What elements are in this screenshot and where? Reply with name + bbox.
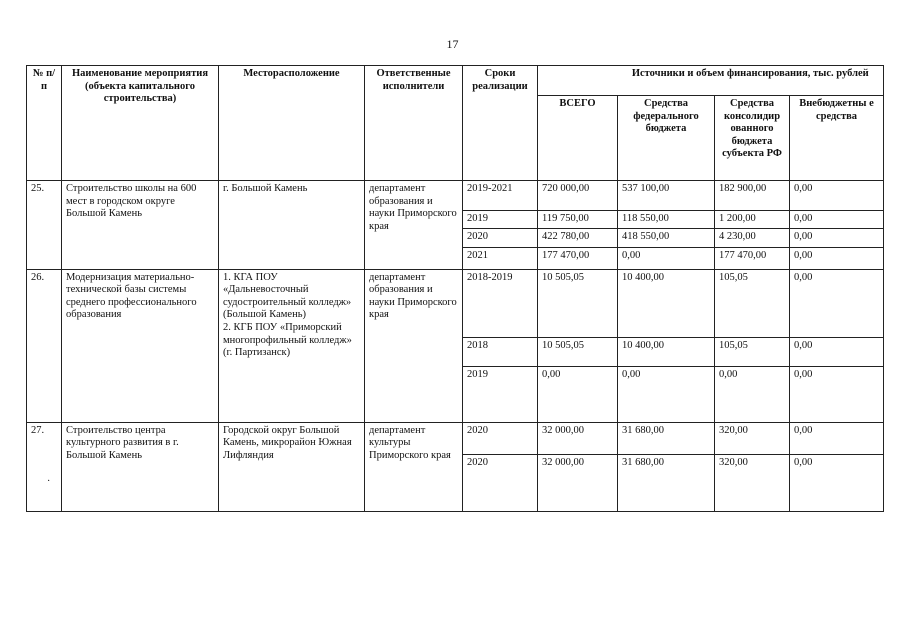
federal-cell: 31 680,00 (618, 454, 715, 511)
scan-dot: · (47, 476, 51, 487)
col-header-name: Наименование мероприятия (объекта капитального строительства) (62, 66, 219, 181)
project-number: 26. (27, 269, 62, 422)
table-row (27, 422, 884, 454)
project-responsible: департамент образования и науки Приморского края (365, 269, 463, 422)
table-row (27, 269, 884, 337)
total-cell: 422 780,00 (538, 228, 618, 247)
federal-cell: 0,00 (618, 247, 715, 269)
extra-cell: 0,00 (790, 269, 884, 337)
federal-cell: 118 550,00 (618, 211, 715, 229)
regional-cell: 0,00 (715, 366, 790, 422)
period-cell: 2020 (463, 228, 538, 247)
project-location-item: 1. КГА ПОУ «Дальневосточный судостроительный колледж» (Большой Камень) (223, 271, 352, 321)
col-header-sources-spacer (538, 66, 618, 96)
extra-cell: 0,00 (790, 454, 884, 511)
total-cell: 119 750,00 (538, 211, 618, 229)
total-cell: 32 000,00 (538, 454, 618, 511)
col-header-federal: Средства федерального бюджета (618, 96, 715, 181)
col-header-total: ВСЕГО (538, 96, 618, 181)
federal-cell: 0,00 (618, 366, 715, 422)
project-location-item: 2. КГБ ПОУ «Приморский многопрофильный колледж» (г. Партизанск) (223, 321, 352, 359)
project-number: 25. (27, 181, 62, 270)
period-cell: 2019 (463, 366, 538, 422)
project-location: г. Большой Камень (219, 181, 365, 270)
period-cell: 2019 (463, 211, 538, 229)
total-cell: 177 470,00 (538, 247, 618, 269)
extra-cell: 0,00 (790, 366, 884, 422)
header-row (27, 66, 884, 96)
project-location: Городской округ Большой Камень, микрорайон Южная Лифляндия (219, 422, 365, 511)
regional-cell: 320,00 (715, 454, 790, 511)
regional-cell: 182 900,00 (715, 181, 790, 211)
regional-cell: 320,00 (715, 422, 790, 454)
extra-cell: 0,00 (790, 228, 884, 247)
col-header-responsible: Ответственные исполнители (365, 66, 463, 181)
regional-cell: 1 200,00 (715, 211, 790, 229)
project-location (219, 269, 365, 422)
period-cell: 2018 (463, 337, 538, 366)
federal-cell: 31 680,00 (618, 422, 715, 454)
period-cell: 2021 (463, 247, 538, 269)
federal-cell: 10 400,00 (618, 337, 715, 366)
col-header-location: Месторасположение (219, 66, 365, 181)
federal-cell: 418 550,00 (618, 228, 715, 247)
project-name: Строительство центра культурного развития в г. Большой Камень (62, 422, 219, 511)
col-header-num: № п/п (27, 66, 62, 181)
col-header-sources: Источники и объем финансирования, тыс. рублей (618, 66, 884, 96)
table-row (27, 181, 884, 211)
federal-cell: 10 400,00 (618, 269, 715, 337)
page-number: 17 (446, 37, 459, 51)
extra-cell: 0,00 (790, 211, 884, 229)
total-cell: 0,00 (538, 366, 618, 422)
project-responsible: департамент образования и науки Приморского края (365, 181, 463, 270)
extra-cell: 0,00 (790, 337, 884, 366)
total-cell: 10 505,05 (538, 337, 618, 366)
col-header-regional: Средства консолидир ованного бюджета субъекта РФ (715, 96, 790, 181)
project-responsible: департамент культуры Приморского края (365, 422, 463, 511)
regional-cell: 105,05 (715, 269, 790, 337)
project-name: Строительство школы на 600 мест в городском округе Большой Камень (62, 181, 219, 270)
regional-cell: 177 470,00 (715, 247, 790, 269)
period-cell: 2020 (463, 422, 538, 454)
extra-cell: 0,00 (790, 247, 884, 269)
extra-cell: 0,00 (790, 181, 884, 211)
extra-cell: 0,00 (790, 422, 884, 454)
federal-cell: 537 100,00 (618, 181, 715, 211)
total-cell: 720 000,00 (538, 181, 618, 211)
regional-cell: 105,05 (715, 337, 790, 366)
project-number: 27. (27, 422, 62, 511)
total-cell: 32 000,00 (538, 422, 618, 454)
period-cell: 2019-2021 (463, 181, 538, 211)
col-header-extra: Внебюджетны е средства (790, 96, 884, 181)
period-cell: 2020 (463, 454, 538, 511)
regional-cell: 4 230,00 (715, 228, 790, 247)
total-cell: 10 505,05 (538, 269, 618, 337)
project-name: Модернизация материально-технической базы системы среднего профессионального образования (62, 269, 219, 422)
period-cell: 2018-2019 (463, 269, 538, 337)
col-header-period: Сроки реализации (463, 66, 538, 181)
financing-table (26, 65, 884, 512)
